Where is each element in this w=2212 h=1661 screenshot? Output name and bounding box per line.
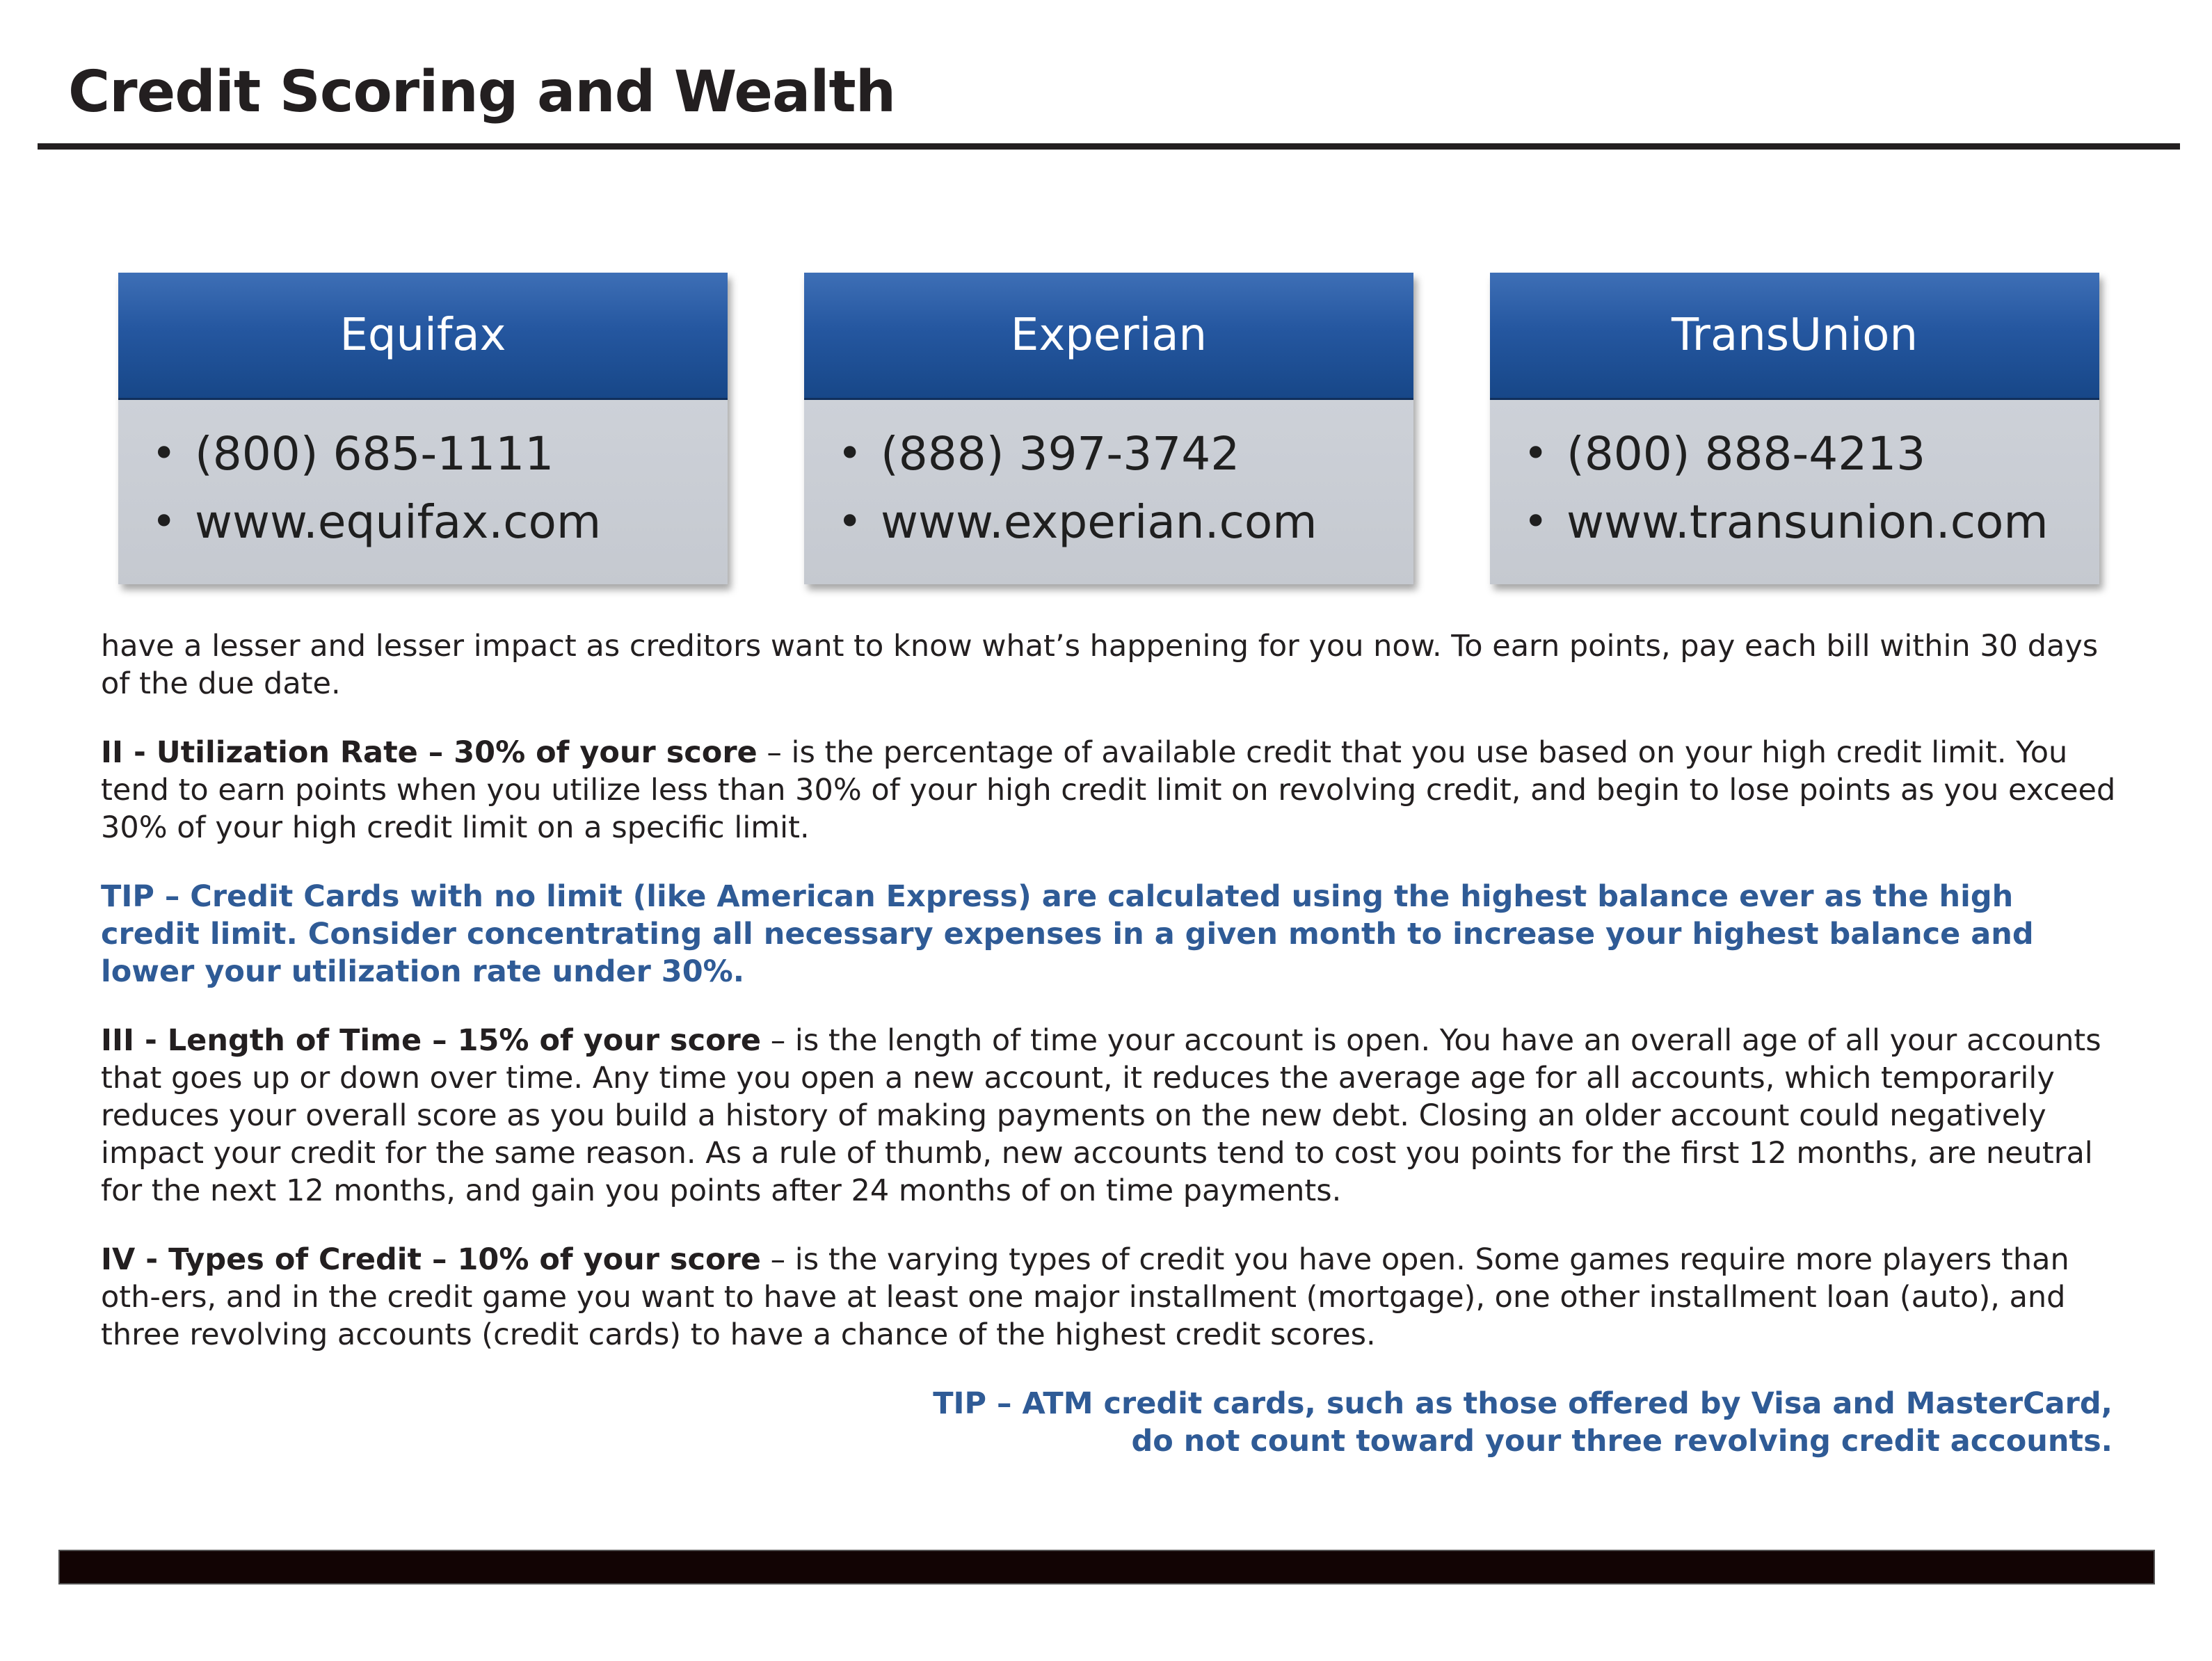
- bullet-icon: •: [152, 429, 177, 478]
- bureau-name: Equifax: [118, 273, 728, 400]
- credit-bureaus-panel: [118, 273, 2109, 588]
- bureau-website: www.equifax.com: [195, 495, 602, 549]
- bureau-phone: (888) 397-3742: [881, 426, 1240, 481]
- bureau-phone-line: [1523, 419, 2099, 488]
- bureau-name: TransUnion: [1490, 273, 2099, 400]
- bureau-website-line: [837, 488, 1413, 556]
- footer-bar: [58, 1550, 2155, 1584]
- bureau-phone: (800) 888-4213: [1566, 426, 1926, 481]
- title-divider: [38, 143, 2180, 150]
- tip-atm-line-1: TIP – ATM credit cards, such as those offered by Visa and MasterCard,: [933, 1386, 2113, 1421]
- length-paragraph: [101, 1022, 2118, 1210]
- article-body: [101, 627, 2118, 1491]
- bureau-phone-line: [152, 419, 728, 488]
- utilization-heading: II - Utilization Rate – 30% of your score: [101, 735, 758, 770]
- bureau-details: [118, 400, 728, 584]
- tip-utilization: TIP – Credit Cards with no limit (like American Express) are calculated using the highest balance ever as the high credit limit. Consider concentrating all necessary expenses in a given month to increase your highest balance and lower your utilization rate under 30%.: [101, 879, 2034, 989]
- bureau-phone-line: [837, 419, 1413, 488]
- length-text: – is the length of time your account is open. You have an overall age of all your accounts that goes up or down over time. Any time you open a new account, it reduces the average age for all accounts, which temporarily reduces your overall score as you build a history of making payments on the new debt. Closing an older account could negatively impact your credit for the same reason. As a rule of thumb, new accounts tend to cost you points for the first 12 months, are neutral for the next 12 months, and gain you points after 24 months of on time payments.: [101, 1023, 2101, 1208]
- bureau-website-line: [152, 488, 728, 556]
- tip-atm-line-2: do not count toward your three revolving credit accounts.: [1131, 1424, 2113, 1459]
- types-paragraph: [101, 1241, 2118, 1354]
- bureau-phone: (800) 685-1111: [195, 426, 554, 481]
- bureau-card-equifax: [118, 273, 728, 584]
- tip-atm-cards: [101, 1385, 2118, 1460]
- intro-paragraph: have a lesser and lesser impact as creditors want to know what’s happening for you now. To earn points, pay each bill within 30 days of the due date.: [101, 629, 2099, 701]
- bureau-card-experian: [804, 273, 1413, 584]
- bullet-icon: •: [837, 497, 863, 546]
- bullet-icon: •: [152, 497, 177, 546]
- bullet-icon: •: [1523, 429, 1548, 478]
- bureau-card-transunion: [1490, 273, 2099, 584]
- bureau-website-line: [1523, 488, 2099, 556]
- bureau-details: [804, 400, 1413, 584]
- bureau-website: www.transunion.com: [1566, 495, 2049, 549]
- length-heading: III - Length of Time – 15% of your score: [101, 1023, 762, 1058]
- types-text: – is the varying types of credit you have open. Some games require more players than oth-ers, and in the credit game you want to have at least one major installment (mortgage), one other installment loan (auto), and three revolving accounts (credit cards) to have a chance of the highest credit scores.: [101, 1242, 2069, 1352]
- bureau-details: [1490, 400, 2099, 584]
- bureau-website: www.experian.com: [881, 495, 1317, 549]
- page-title: Credit Scoring and Wealth: [68, 59, 896, 125]
- utilization-text: – is the percentage of available credit that you use based on your high credit limit. You tend to earn points when you utilize less than 30% of your high credit limit on revolving credit, and begin to lose points as you exceed 30% of your high credit limit on a specific limit.: [101, 735, 2116, 845]
- bureau-name: Experian: [804, 273, 1413, 400]
- bullet-icon: •: [1523, 497, 1548, 546]
- bullet-icon: •: [837, 429, 863, 478]
- types-heading: IV - Types of Credit – 10% of your score: [101, 1242, 761, 1277]
- utilization-paragraph: [101, 734, 2118, 846]
